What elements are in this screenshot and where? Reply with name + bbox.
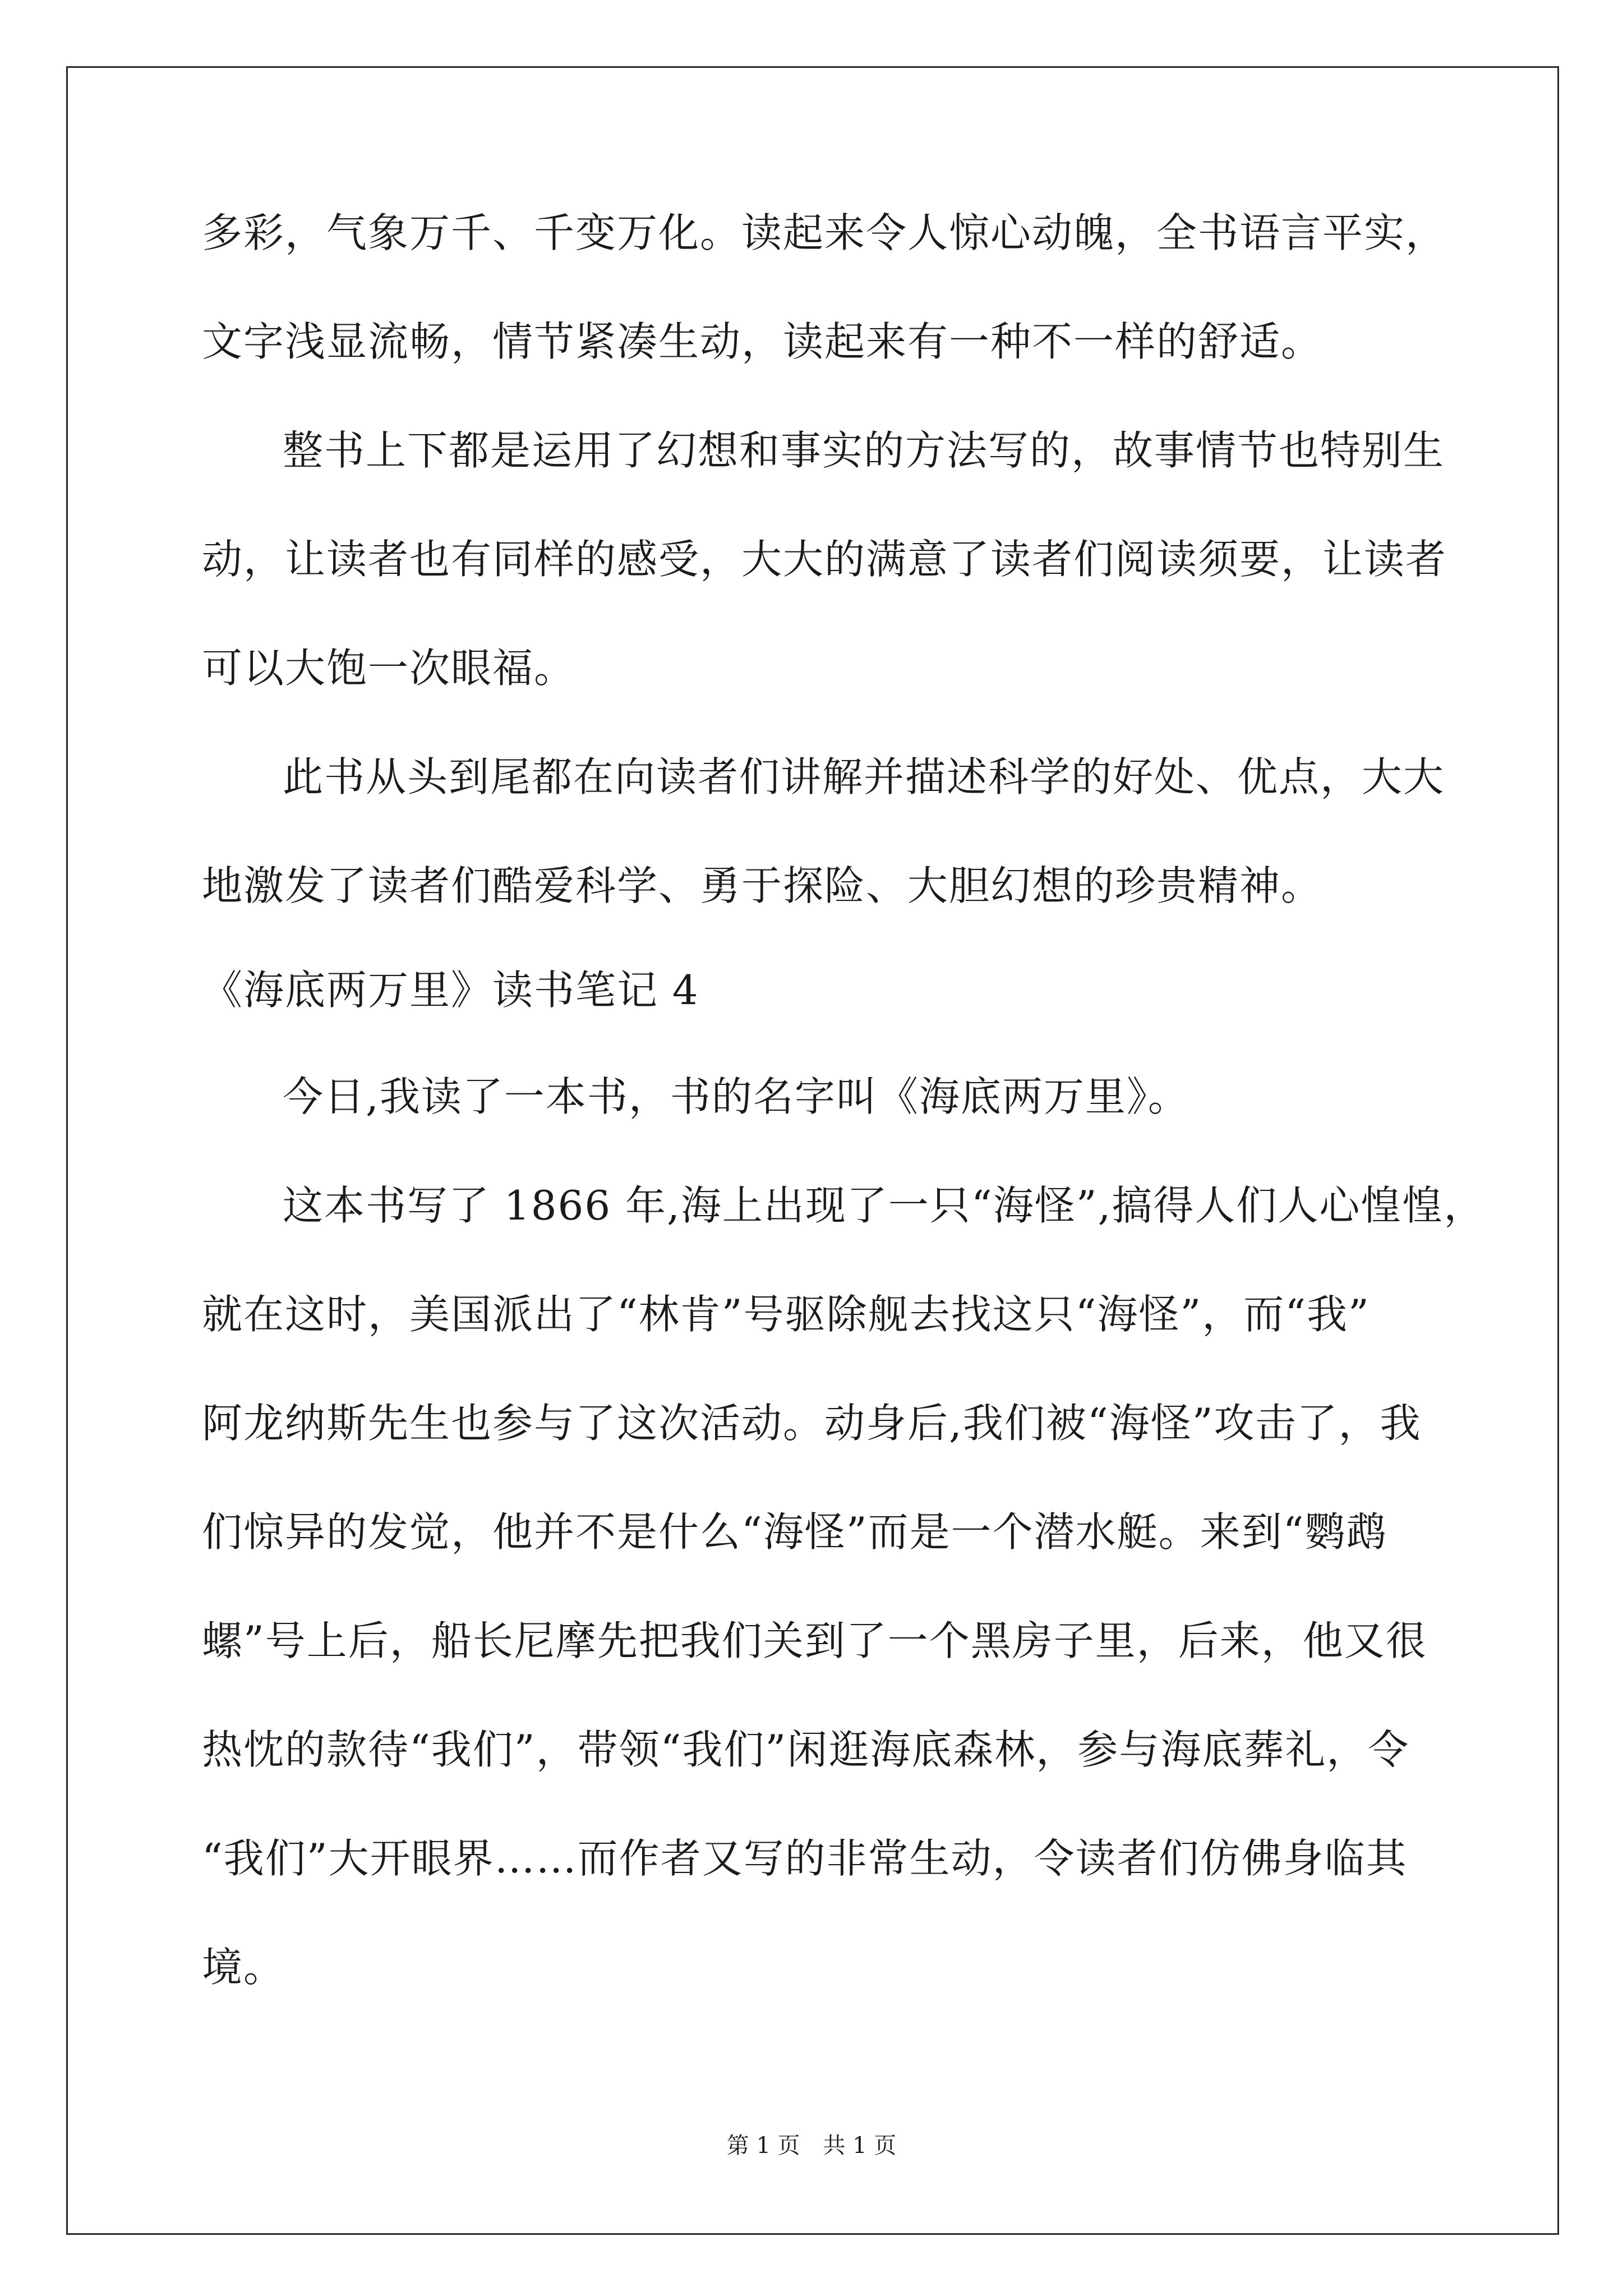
text-line: 螺”号上后，船长尼摩先把我们关到了一个黑房子里，后来，他又很 [202, 1617, 1427, 1664]
text-line: 就在这时，美国派出了“林肯”号驱除舰去找这只“海怪”，而“我” [202, 1291, 1370, 1338]
page-total: 共 1 页 [823, 2133, 897, 2159]
paragraph-start-line: 这本书写了 1866 年,海上出现了一只“海怪”,搞得人们人心惶惶， [283, 1182, 1486, 1229]
text-line: 文字浅显流畅，情节紧凑生动，读起来有一种不一样的舒适。 [202, 318, 1323, 365]
text-line: 可以大饱一次眼福。 [202, 645, 576, 692]
text-line: 阿龙纳斯先生也参与了这次活动。动身后,我们被“海怪”攻击了，我 [202, 1400, 1422, 1447]
section-heading: 《海底两万里》读书笔记 4 [202, 967, 699, 1014]
page-footer [0, 2129, 1623, 2162]
text-line: 地激发了读者们酷爱科学、勇于探险、大胆幻想的珍贵精神。 [202, 862, 1323, 909]
paragraph-start-line: 此书从头到尾都在向读者们讲解并描述科学的好处、优点，大大 [283, 753, 1445, 800]
text-line: 热忱的款待“我们”，带领“我们”闲逛海底森林，参与海底葬礼，令 [202, 1726, 1410, 1773]
paragraph-start-line: 整书上下都是运用了幻想和事实的方法写的，故事情节也特别生 [283, 427, 1445, 474]
text-line: 们惊异的发觉，他并不是什么“海怪”而是一个潜水艇。来到“鹦鹉 [202, 1508, 1388, 1556]
text-line: 多彩，气象万千、千变万化。读起来令人惊心动魄，全书语言平实， [202, 209, 1447, 256]
text-line: 动，让读者也有同样的感受，大大的满意了读者们阅读须要，让读者 [202, 536, 1447, 583]
text-line: 境。 [202, 1944, 285, 1991]
text-line: “我们”大开眼界……而作者又写的非常生动，令读者们仿佛身临其 [202, 1835, 1408, 1882]
paragraph-start-line: 今日,我读了一本书，书的名字叫《海底两万里》。 [283, 1073, 1189, 1120]
page-number: 第 1 页 [726, 2133, 800, 2159]
page-border [66, 66, 1559, 2235]
